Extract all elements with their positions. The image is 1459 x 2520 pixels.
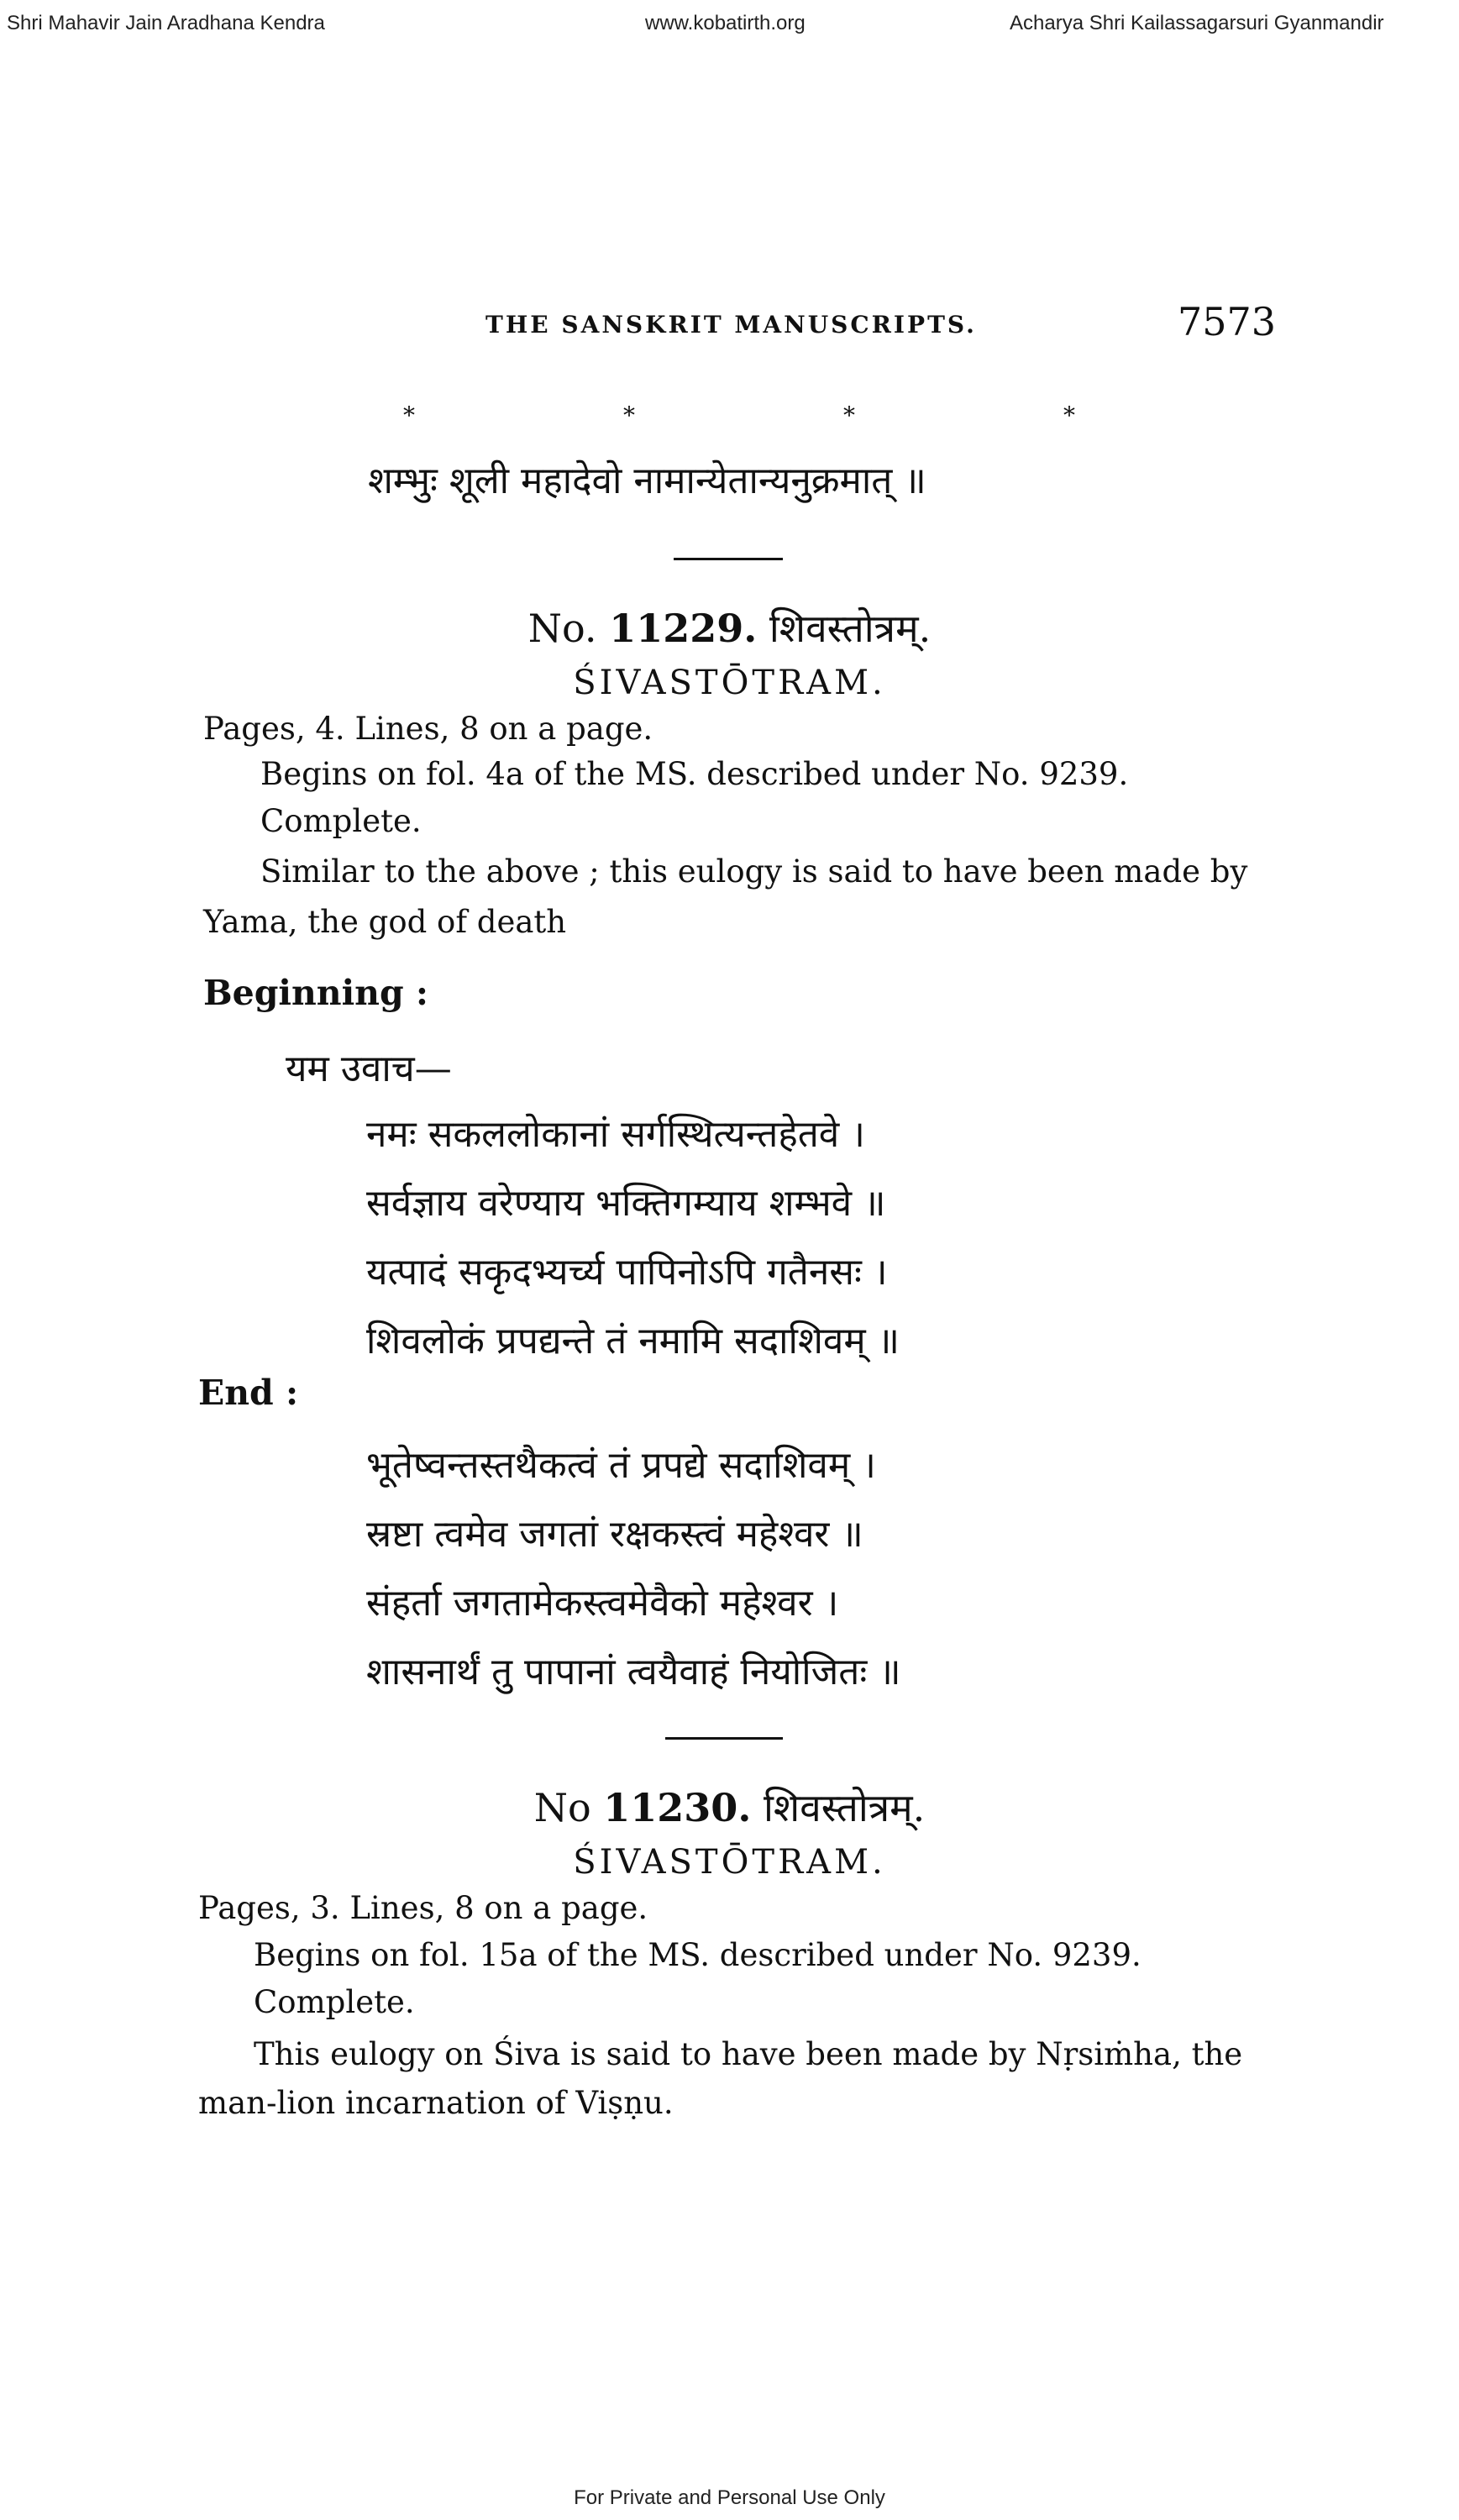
beginning-heading: Beginning : <box>203 973 429 1013</box>
header-right-text: Acharya Shri Kailassagarsuri Gyanmandir <box>1010 12 1384 34</box>
verse-line: शासनार्थं तु पापानां त्वयैवाहं नियोजितः ॥ <box>366 1651 901 1693</box>
pages-lines: Pages, 4. Lines, 8 on a page. <box>203 711 653 747</box>
verse-line: शिवलोकं प्रपद्यन्ते तं नमामि सदाशिवम् ॥ <box>366 1320 900 1362</box>
entry-title-roman: ŚIVASTŌTRAM. <box>573 1843 886 1882</box>
closing-verse: शम्भुः शूली महादेवो नामान्येतान्यनुक्रमात् ॥ <box>368 459 926 502</box>
running-head: THE SANSKRIT MANUSCRIPTS. <box>485 311 977 339</box>
verse-line: स्रष्टा त्वमेव जगतां रक्षकस्त्वं महेश्वर ॥ <box>366 1513 863 1556</box>
entry-number-label: No <box>533 1785 591 1830</box>
header-center-url[interactable]: www.kobatirth.org <box>645 12 806 34</box>
description-line: This eulogy on Śiva is said to have been made by Nṛsiṁha, the <box>254 2036 1243 2072</box>
pages-lines: Pages, 3. Lines, 8 on a page. <box>198 1890 648 1926</box>
verse-line: यत्पादं सकृदभ्यर्च्य पापिनोऽपि गतैनसः । <box>366 1251 888 1294</box>
completeness: Complete. <box>254 1984 415 2020</box>
description-line: Yama, the god of death <box>203 904 567 940</box>
verse-line: संहर्ता जगतामेकस्त्वमेवैको महेश्वर । <box>366 1582 839 1625</box>
entry-number-label: No. <box>527 606 597 651</box>
entry-title-devanagari: शिवस्तोत्रम्. <box>769 606 932 651</box>
entry-title <box>0 1781 1459 1833</box>
completeness: Complete. <box>260 803 422 839</box>
entry-title <box>0 601 1459 654</box>
verse-line: नमः सकललोकानां सर्गस्थित्यन्तहेतवे । <box>366 1113 865 1156</box>
begins-on: Begins on fol. 4a of the MS. described under No. 9239. <box>260 756 1129 792</box>
description-line: man-lion incarnation of Viṣṇu. <box>198 2085 674 2121</box>
description-line: Similar to the above ; this eulogy is said to have been made by <box>260 853 1248 890</box>
end-heading: End : <box>198 1373 299 1413</box>
verse-line: सर्वज्ञाय वरेण्याय भक्तिगम्याय शम्भवे ॥ <box>366 1182 886 1225</box>
verse-line: भूतेष्वन्तस्तथैकत्वं तं प्रपद्ये सदाशिवम् । <box>366 1444 876 1487</box>
begins-on: Begins on fol. 15a of the MS. described under No. 9239. <box>254 1937 1141 1973</box>
page-number: 7573 <box>1178 299 1277 344</box>
section-rule <box>665 1737 783 1740</box>
section-rule <box>674 558 783 560</box>
star-icon: * <box>1063 402 1075 429</box>
star-icon: * <box>623 402 635 429</box>
star-icon: * <box>843 402 855 429</box>
star-separator <box>403 402 1075 429</box>
entry-number: 11229. <box>609 606 758 651</box>
entry-title-roman: ŚIVASTŌTRAM. <box>573 664 886 702</box>
footer-text: For Private and Personal Use Only <box>574 2486 885 2509</box>
entry-number: 11230. <box>603 1785 752 1830</box>
speaker-line: यम उवाच— <box>286 1047 452 1090</box>
star-icon: * <box>403 402 415 429</box>
header-left-text: Shri Mahavir Jain Aradhana Kendra <box>7 12 325 34</box>
entry-title-devanagari: शिवस्तोत्रम्. <box>763 1785 926 1830</box>
